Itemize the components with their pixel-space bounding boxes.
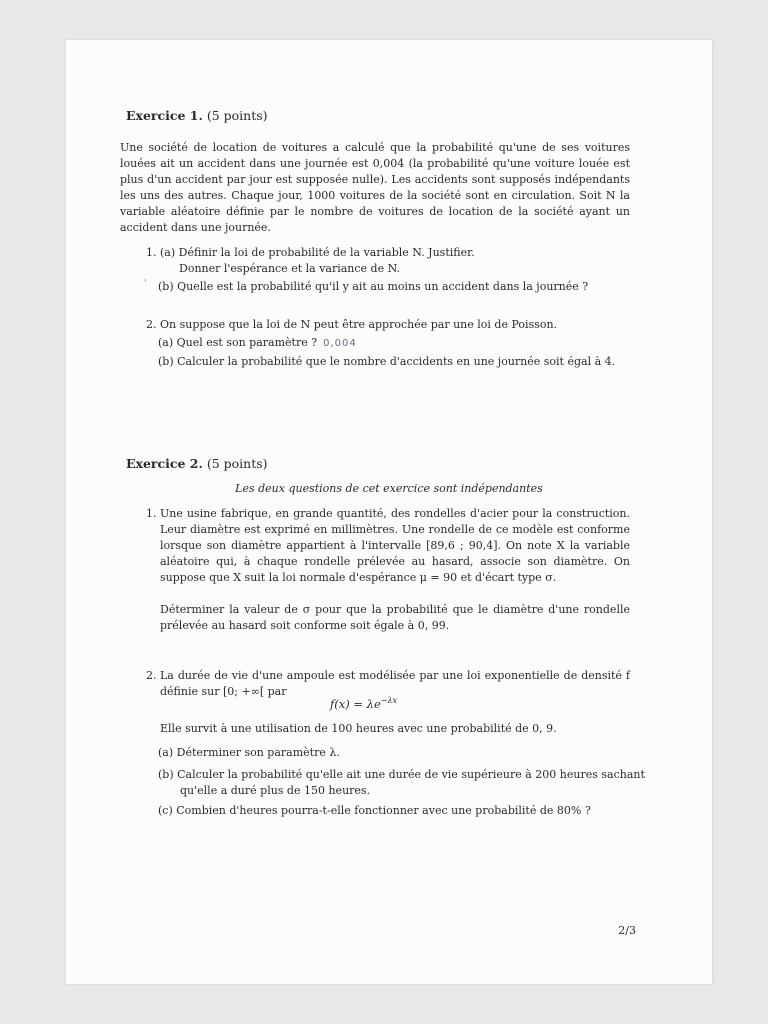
question-2: 2. On suppose que la loi de N peut être approchée par une loi de Poisson. xyxy=(146,318,558,331)
question-2b: (b) Calculer la probabilité que le nombre d'accidents en une journée soit égal à 4. xyxy=(158,355,616,368)
density-formula: $f(x) = \lambda e^{-\lambda x}$ xyxy=(330,696,398,711)
ex2-q2-number: 2. xyxy=(146,669,157,682)
exercise-2-subtitle: Les deux questions de cet exercice sont indépendantes xyxy=(235,482,543,495)
ex2-question-1-text: Une usine fabrique, en grande quantité, des rondelles d'acier pour la construction. Leur diamètre est exprimé en millimètres. Une rondelle de ce modèle est conforme lorsque son diamètre appartient à l'intervalle [89,6 ; 90,4]. On note X la variable aléatoire qui, à chaque rondelle prélevée au hasard, associe son diamètre. On suppose que X suit la loi normale d'espérance μ = 90 et d'écart type σ. xyxy=(160,507,630,584)
question-1b: (b) Quelle est la probabilité qu'il y ait au moins un accident dans la journée ? xyxy=(158,280,589,293)
ex2-question-2-survival: Elle survit à une utilisation de 100 heures avec une probabilité de 0, 9. xyxy=(160,722,557,735)
exercise-1-intro: Une société de location de voitures a calculé que la probabilité qu'une de ses voitures louées ait un accident dans une journée est 0,004 (la probabilité qu'une voiture louée est plus d'un accident par jour est supposée nulle). Les accidents sont supposés indépendants les uns des autres. Chaque jour, 1000 voitures de la société sont en circulation. Soit N la variable aléatoire définie par le nombre de voitures de location de la société ayant un accident dans une journée. xyxy=(120,141,630,234)
question-1a: 1. (a) Définir la loi de probabilité de la variable N. Justifier. xyxy=(146,246,475,259)
ex2-question-2a: (a) Déterminer son paramètre λ. xyxy=(158,746,340,759)
ex2-question-2b: (b) Calculer la probabilité qu'elle ait une durée de vie supérieure à 200 heures sachant xyxy=(158,768,645,781)
ex2-q1-number: 1. xyxy=(146,507,157,520)
page-number: 2/3 xyxy=(618,924,636,937)
ex2-question-2b-cont: qu'elle a duré plus de 150 heures. xyxy=(180,784,371,797)
ex2-question-1-task: Déterminer la valeur de σ pour que la probabilité que le diamètre d'une rondelle prélevée au hasard soit conforme soit égale à 0, 99. xyxy=(160,603,630,632)
question-1a-cont: Donner l'espérance et la variance de N. xyxy=(179,262,401,275)
margin-mark: ' xyxy=(144,279,147,289)
exercise-2-title: Exercice 2. (5 points) xyxy=(126,456,268,471)
ex2-question-2-text: La durée de vie d'une ampoule est modélisée par une loi exponentielle de densité f définie sur [0; +∞[ par xyxy=(160,669,630,698)
handwritten-answer: 0,004 xyxy=(323,338,357,349)
exercise-1-title: Exercice 1. (5 points) xyxy=(126,108,268,123)
ex2-question-2c: (c) Combien d'heures pourra-t-elle fonctionner avec une probabilité de 80% ? xyxy=(158,804,591,817)
question-2a: (a) Quel est son paramètre ? 0,004 xyxy=(158,336,357,349)
document-page xyxy=(66,40,712,984)
